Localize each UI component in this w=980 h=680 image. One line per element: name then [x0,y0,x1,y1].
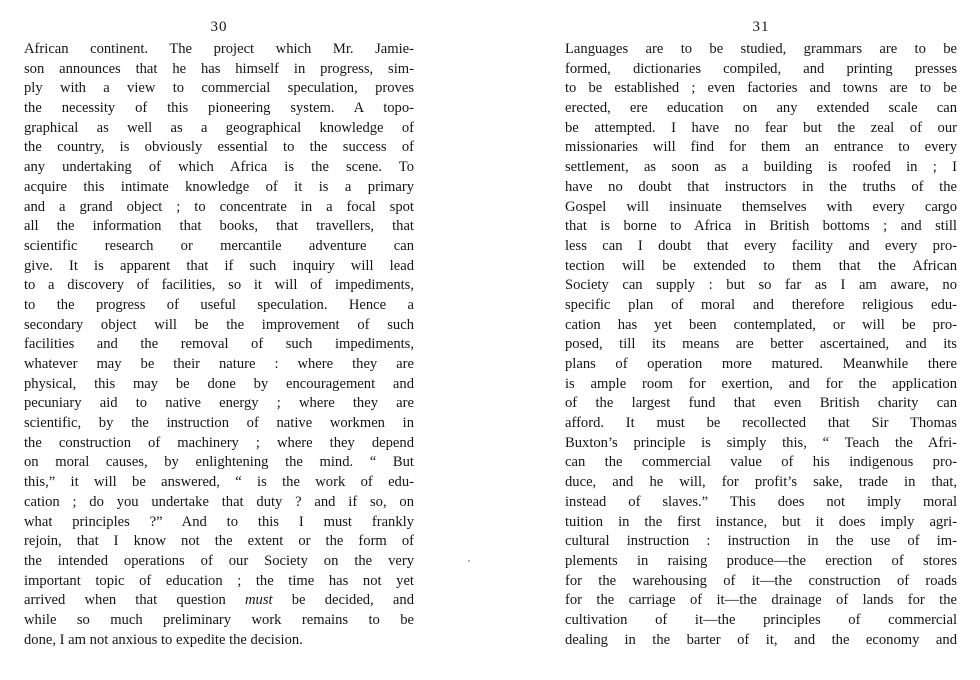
text-line: the necessity of this pioneering system. A topo- [24,100,414,117]
text-line: all the information that books, that travellers, that [24,218,414,235]
text-line: duce, and he will, for profit’s sake, trade in that, [565,474,957,491]
text-line: tuition in the first instance, but it does imply agri- [565,513,957,530]
text-line: arrived when that question must be decided, and [24,592,414,609]
text-line: tection will be extended to them that the African [565,257,957,274]
text-line: scientific research or mercantile adventure can [24,237,414,254]
text-line: give. It is apparent that if such inquiry will lead [24,257,414,274]
text-line: rejoin, that I know not the extent or the form of [24,533,414,550]
text-line: cation ; do you undertake that duty ? and if so, on [24,493,414,510]
text-line: less can I doubt that every facility and every pro- [565,237,957,254]
text-line: the country, is obviously essential to the success of [24,139,414,156]
text-line: erected, ere education on any extended scale can [565,100,957,117]
text-line: while so much preliminary work remains to be [24,611,414,628]
text-line: for the warehousing of it—the construction of roads [565,572,957,589]
text-line: is ample room for exertion, and for the application [565,375,957,392]
text-line: instead of slaves.” This does not imply moral [565,493,957,510]
text-line: what principles ?” And to this I must frankly [24,513,414,530]
text-line: plans of operation more matured. Meanwhile there [565,356,957,372]
text-line: on moral causes, by enlightening the mind. “ But [24,454,414,471]
text-line: any undertaking of which Africa is the scene. To [24,159,414,176]
text-line: afford. It must be recollected that Sir Thomas [565,415,957,432]
text-line: to be established ; even factories and towns are to be [565,80,957,97]
text-line: the construction of machinery ; where they depend [24,434,414,451]
right-page-body [565,40,957,650]
text-line: for the carriage of it—the drainage of lands for the [565,592,957,609]
text-line: cation has yet been contemplated, or will be pro- [565,316,957,333]
text-line: of the largest fund that even British charity can [565,395,957,412]
text-line: acquire this intimate knowledge of it is a primary [24,178,414,195]
text-line: whatever may be their nature : where they are [24,356,414,372]
text-line: African continent. The project which Mr. Jamie- [24,41,414,57]
left-page [24,0,414,680]
text-line: ply with a view to commercial speculation, proves [24,80,414,97]
text-line: have no doubt that instructors in the truths of the [565,178,957,195]
left-page-body [24,40,414,650]
text-line: formed, dictionaries compiled, and printing presses [565,60,957,77]
text-line: and a grand object ; to concentrate in a focal spot [24,198,414,215]
text-line: Society can supply : but so far as I am aware, no [565,277,957,294]
text-line: Languages are to be studied, grammars are to be [565,41,957,57]
text-line: posed, till its means are better ascertained, and its [565,336,957,353]
text-line: settlement, as soon as a building is roofed in ; I [565,159,957,176]
text-line: done, I am not anxious to expedite the decision. [24,631,303,648]
text-line: plements in raising produce—the erection of stores [565,552,957,569]
text-line: secondary object will be the improvement of such [24,316,414,333]
text-line: to a discovery of facilities, so it will of impediments, [24,277,414,294]
text-line: the intended operations of our Society on the very [24,552,414,569]
text-line: to the progress of useful speculation. Hence a [24,296,414,313]
text-line: important topic of education ; the time has not yet [24,572,414,589]
right-page [565,0,957,680]
text-line: pecuniary aid to native energy ; where they are [24,395,414,412]
page-number-left: 30 [210,19,228,35]
text-line: be attempted. I have no fear but the zeal of our [565,119,957,136]
text-line: graphical as well as a geographical knowledge of [24,119,414,136]
text-line: physical, this may be done by encouragement and [24,375,414,392]
text-line: this,” it will be answered, “ is the work of edu- [24,474,414,491]
text-line: missionaries will find for them an entrance to every [565,139,957,156]
text-line: Gospel will insinuate themselves with every cargo [565,198,957,215]
text-line: Buxton’s principle is simply this, “ Teach the Afri- [565,434,957,451]
text-line: cultivation of it—the principles of commercial [565,611,957,628]
page-number-right: 31 [752,19,770,35]
text-line: scientific, by the instruction of native workmen in [24,415,414,432]
text-line: son announces that he has himself in progress, sim- [24,60,414,77]
text-line: that is borne to Africa in British bottoms ; and still [565,218,957,235]
text-line: specific plan of moral and therefore religious edu- [565,296,957,313]
text-line: dealing in the barter of it, and the economy and [565,631,957,648]
text-line: facilities and the removal of such impediments, [24,336,414,353]
text-line: cultural instruction : instruction in the use of im- [565,533,957,550]
text-line: can the commercial value of his indigenous pro- [565,454,957,471]
gutter-speck [468,560,470,562]
